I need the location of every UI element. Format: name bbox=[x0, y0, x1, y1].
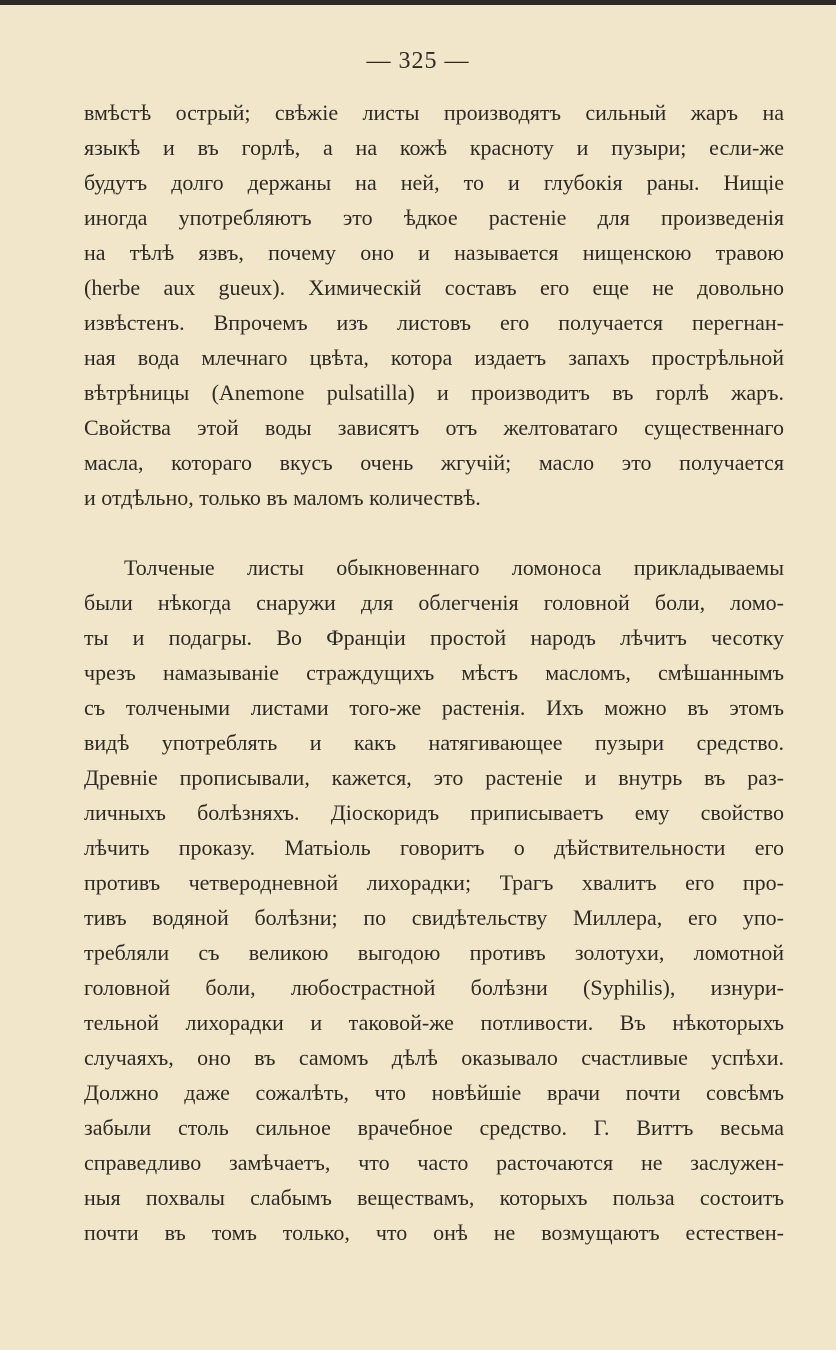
text-line: лѣчить проказу. Матьіоль говоритъ о дѣйствительности его bbox=[84, 835, 784, 860]
text-line: чрезъ намазываніе страждущихъ мѣстъ масломъ, смѣшаннымъ bbox=[84, 660, 784, 685]
text-line: головной боли, любострастной болѣзни (Syphilis), изнури- bbox=[84, 975, 784, 1000]
text-line: и отдѣльно, только въ маломъ количествѣ. bbox=[84, 485, 481, 510]
text-line: ная вода млечнаго цвѣта, котора издаетъ запахъ прострѣльной bbox=[84, 345, 784, 370]
text-line: Должно даже сожалѣть, что новѣйшіе врачи почти совсѣмъ bbox=[84, 1080, 784, 1105]
text-line: Древніе прописывали, кажется, это растеніе и внутрь въ раз- bbox=[84, 765, 784, 790]
page-number: — 325 — bbox=[366, 48, 470, 74]
text-line: вмѣстѣ острый; свѣжіе листы производятъ сильный жаръ на bbox=[84, 100, 784, 125]
text-line: на тѣлѣ язвъ, почему оно и называется нищенскою травою bbox=[84, 240, 784, 265]
text-line: тельной лихорадки и таковой-же потливости. Въ нѣкоторыхъ bbox=[84, 1010, 784, 1035]
text-line: были нѣкогда снаружи для облегченія головной боли, ломо- bbox=[84, 590, 784, 615]
text-line: видѣ употреблять и какъ натягивающее пузыри средство. bbox=[84, 730, 784, 755]
text-line: случаяхъ, оно въ самомъ дѣлѣ оказывало счастливые успѣхи. bbox=[84, 1045, 784, 1070]
text-line: справедливо замѣчаетъ, что часто расточаются не заслужен- bbox=[84, 1150, 784, 1175]
page-top-edge bbox=[0, 0, 836, 5]
text-line: ныя похвалы слабымъ веществамъ, которыхъ польза состоитъ bbox=[84, 1185, 784, 1210]
text-line: требляли съ великою выгодою противъ золотухи, ломотной bbox=[84, 940, 784, 965]
paragraph-1 bbox=[84, 95, 784, 515]
text-line: извѣстенъ. Впрочемъ изъ листовъ его получается перегнан- bbox=[84, 310, 784, 335]
text-line: Толченые листы обыкновеннаго ломоноса прикладываемы bbox=[124, 555, 784, 580]
text-line: ты и подагры. Во Франціи простой народъ лѣчитъ чесотку bbox=[84, 625, 784, 650]
text-line: будутъ долго держаны на ней, то и глубокія раны. Нищіе bbox=[84, 170, 784, 195]
text-line: вѣтрѣницы (Anemone pulsatilla) и производитъ въ горлѣ жаръ. bbox=[84, 380, 784, 405]
text-line: (herbe aux gueux). Химическій составъ его еще не довольно bbox=[84, 275, 784, 300]
text-line: языкѣ и въ горлѣ, а на кожѣ красноту и пузыри; если-же bbox=[84, 135, 784, 160]
text-line: почти въ томъ только, что онѣ не возмущаютъ естествен- bbox=[84, 1220, 784, 1245]
text-line: забыли столь сильное врачебное средство. Г. Виттъ весьма bbox=[84, 1115, 784, 1140]
text-line: тивъ водяной болѣзни; по свидѣтельству Миллера, его упо- bbox=[84, 905, 784, 930]
text-line: масла, котораго вкусъ очень жгучій; масло это получается bbox=[84, 450, 784, 475]
text-line: личныхъ болѣзняхъ. Діоскоридъ приписываетъ ему свойство bbox=[84, 800, 784, 825]
text-line: иногда употребляютъ это ѣдкое растеніе для произведенія bbox=[84, 205, 784, 230]
text-line: Свойства этой воды зависятъ отъ желтоватаго существеннаго bbox=[84, 415, 784, 440]
text-line: съ толчеными листами того-же растенія. Ихъ можно въ этомъ bbox=[84, 695, 784, 720]
text-line: противъ четверодневной лихорадки; Трагъ хвалитъ его про- bbox=[84, 870, 784, 895]
paragraph-2 bbox=[84, 550, 784, 1250]
